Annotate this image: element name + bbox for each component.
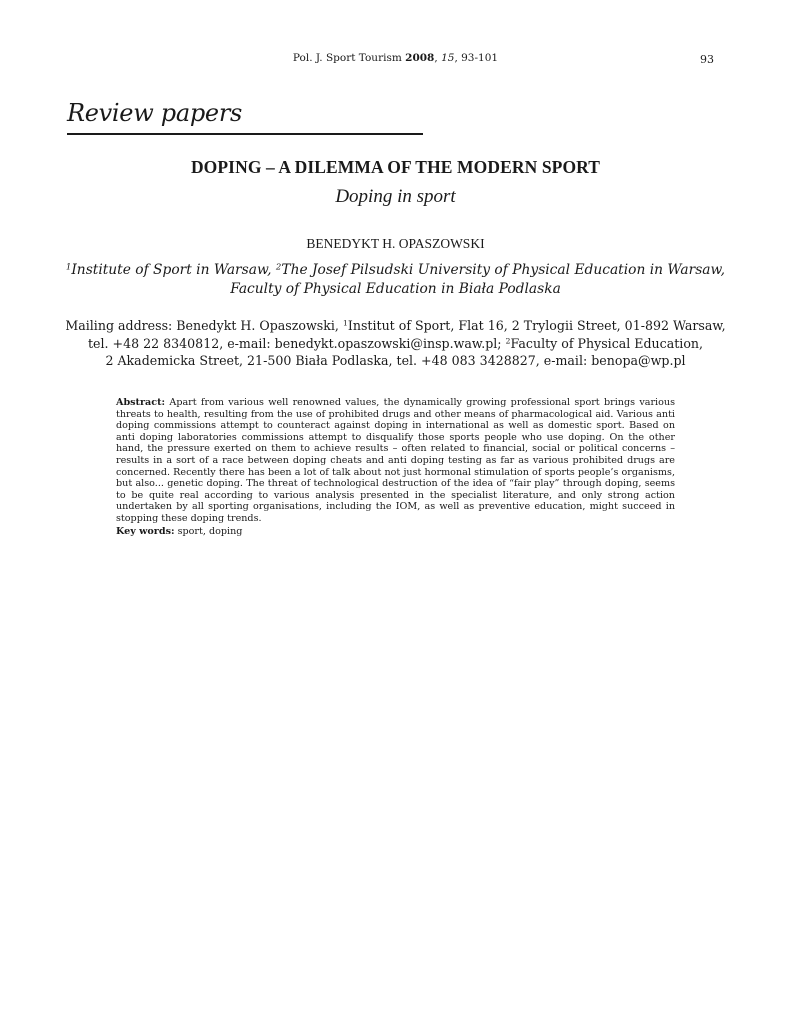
citation-separator: , <box>434 52 442 64</box>
mailing-marker-1: 1 <box>342 318 348 328</box>
affiliation-marker-1: 1 <box>65 262 72 273</box>
affiliation-1: Institute of Sport in Warsaw, <box>71 262 276 278</box>
journal-volume: 15 <box>441 52 455 64</box>
journal-citation <box>0 52 791 64</box>
abstract <box>116 397 675 525</box>
affiliation-2-line-2: Faculty of Physical Education in Biała Podlaska <box>230 281 561 297</box>
keywords-label: Key words: <box>116 526 175 537</box>
mailing-marker-2: 2 <box>505 336 511 346</box>
mailing-part-5: 2 Akademicka Street, 21-500 Biała Podlaska, tel. +48 083 3428827, e-mail: benopa@wp.pl <box>105 353 686 368</box>
affiliations <box>60 261 731 299</box>
author-name: BENEDYKT H. OPASZOWSKI <box>306 236 485 251</box>
affiliation-marker-2: 2 <box>275 262 282 273</box>
keywords-text: sport, doping <box>174 526 243 537</box>
section-label: Review papers <box>67 99 243 127</box>
section-divider <box>67 133 423 135</box>
article-subtitle: Doping in sport <box>335 186 456 207</box>
affiliation-2: The Josef Pilsudski University of Physical Education in Warsaw, <box>281 262 726 278</box>
mailing-part-2: Institut of Sport, Flat 16, 2 Trylogii Street, 01-892 Warsaw, <box>347 318 726 333</box>
keywords <box>116 526 675 537</box>
journal-name: Pol. J. Sport Tourism <box>292 52 406 64</box>
abstract-text: Apart from various well renowned values, the dynamically growing professional sport brings various threats to health, resulting from the use of prohibited drugs and other means of pharmacological aid. Various anti doping commissions attempt to counteract against doping in international as well as domestic sport. Based on anti doping laboratories commissions attempt to disqualify those sports people who use doping. On the other hand, the pressure exerted on them to achieve results – often related to financial, social or political concerns – results in a sort of a race between doping cheats and anti doping testing as far as various prohibited drugs are concerned. Recently there has been a lot of talk about not just hormonal stimulation of sports people’s organisms, but also... genetic doping. The threat of technological destruction of the idea of “fair play” through doping, seems to be quite real according to various analysis presented in the specialist literature, and only strong action undertaken by all sporting organisations, including the IOM, as well as preventive education, might succeed in stopping these doping trends. <box>116 397 675 524</box>
mailing-part-4: Faculty of Physical Education, <box>510 335 704 351</box>
page-number: 93 <box>700 53 714 66</box>
abstract-label: Abstract: <box>116 397 166 408</box>
mailing-part-1: Mailing address: Benedykt H. Opaszowski, <box>65 318 343 333</box>
mailing-part-3: tel. +48 22 8340812, e-mail: benedykt.opaszowski@insp.waw.pl; <box>87 335 506 351</box>
journal-year: 2008 <box>405 52 435 64</box>
journal-pages: , 93-101 <box>454 52 499 64</box>
article-title: DOPING – A DILEMMA OF THE MODERN SPORT <box>190 157 601 177</box>
mailing-address <box>60 317 731 370</box>
